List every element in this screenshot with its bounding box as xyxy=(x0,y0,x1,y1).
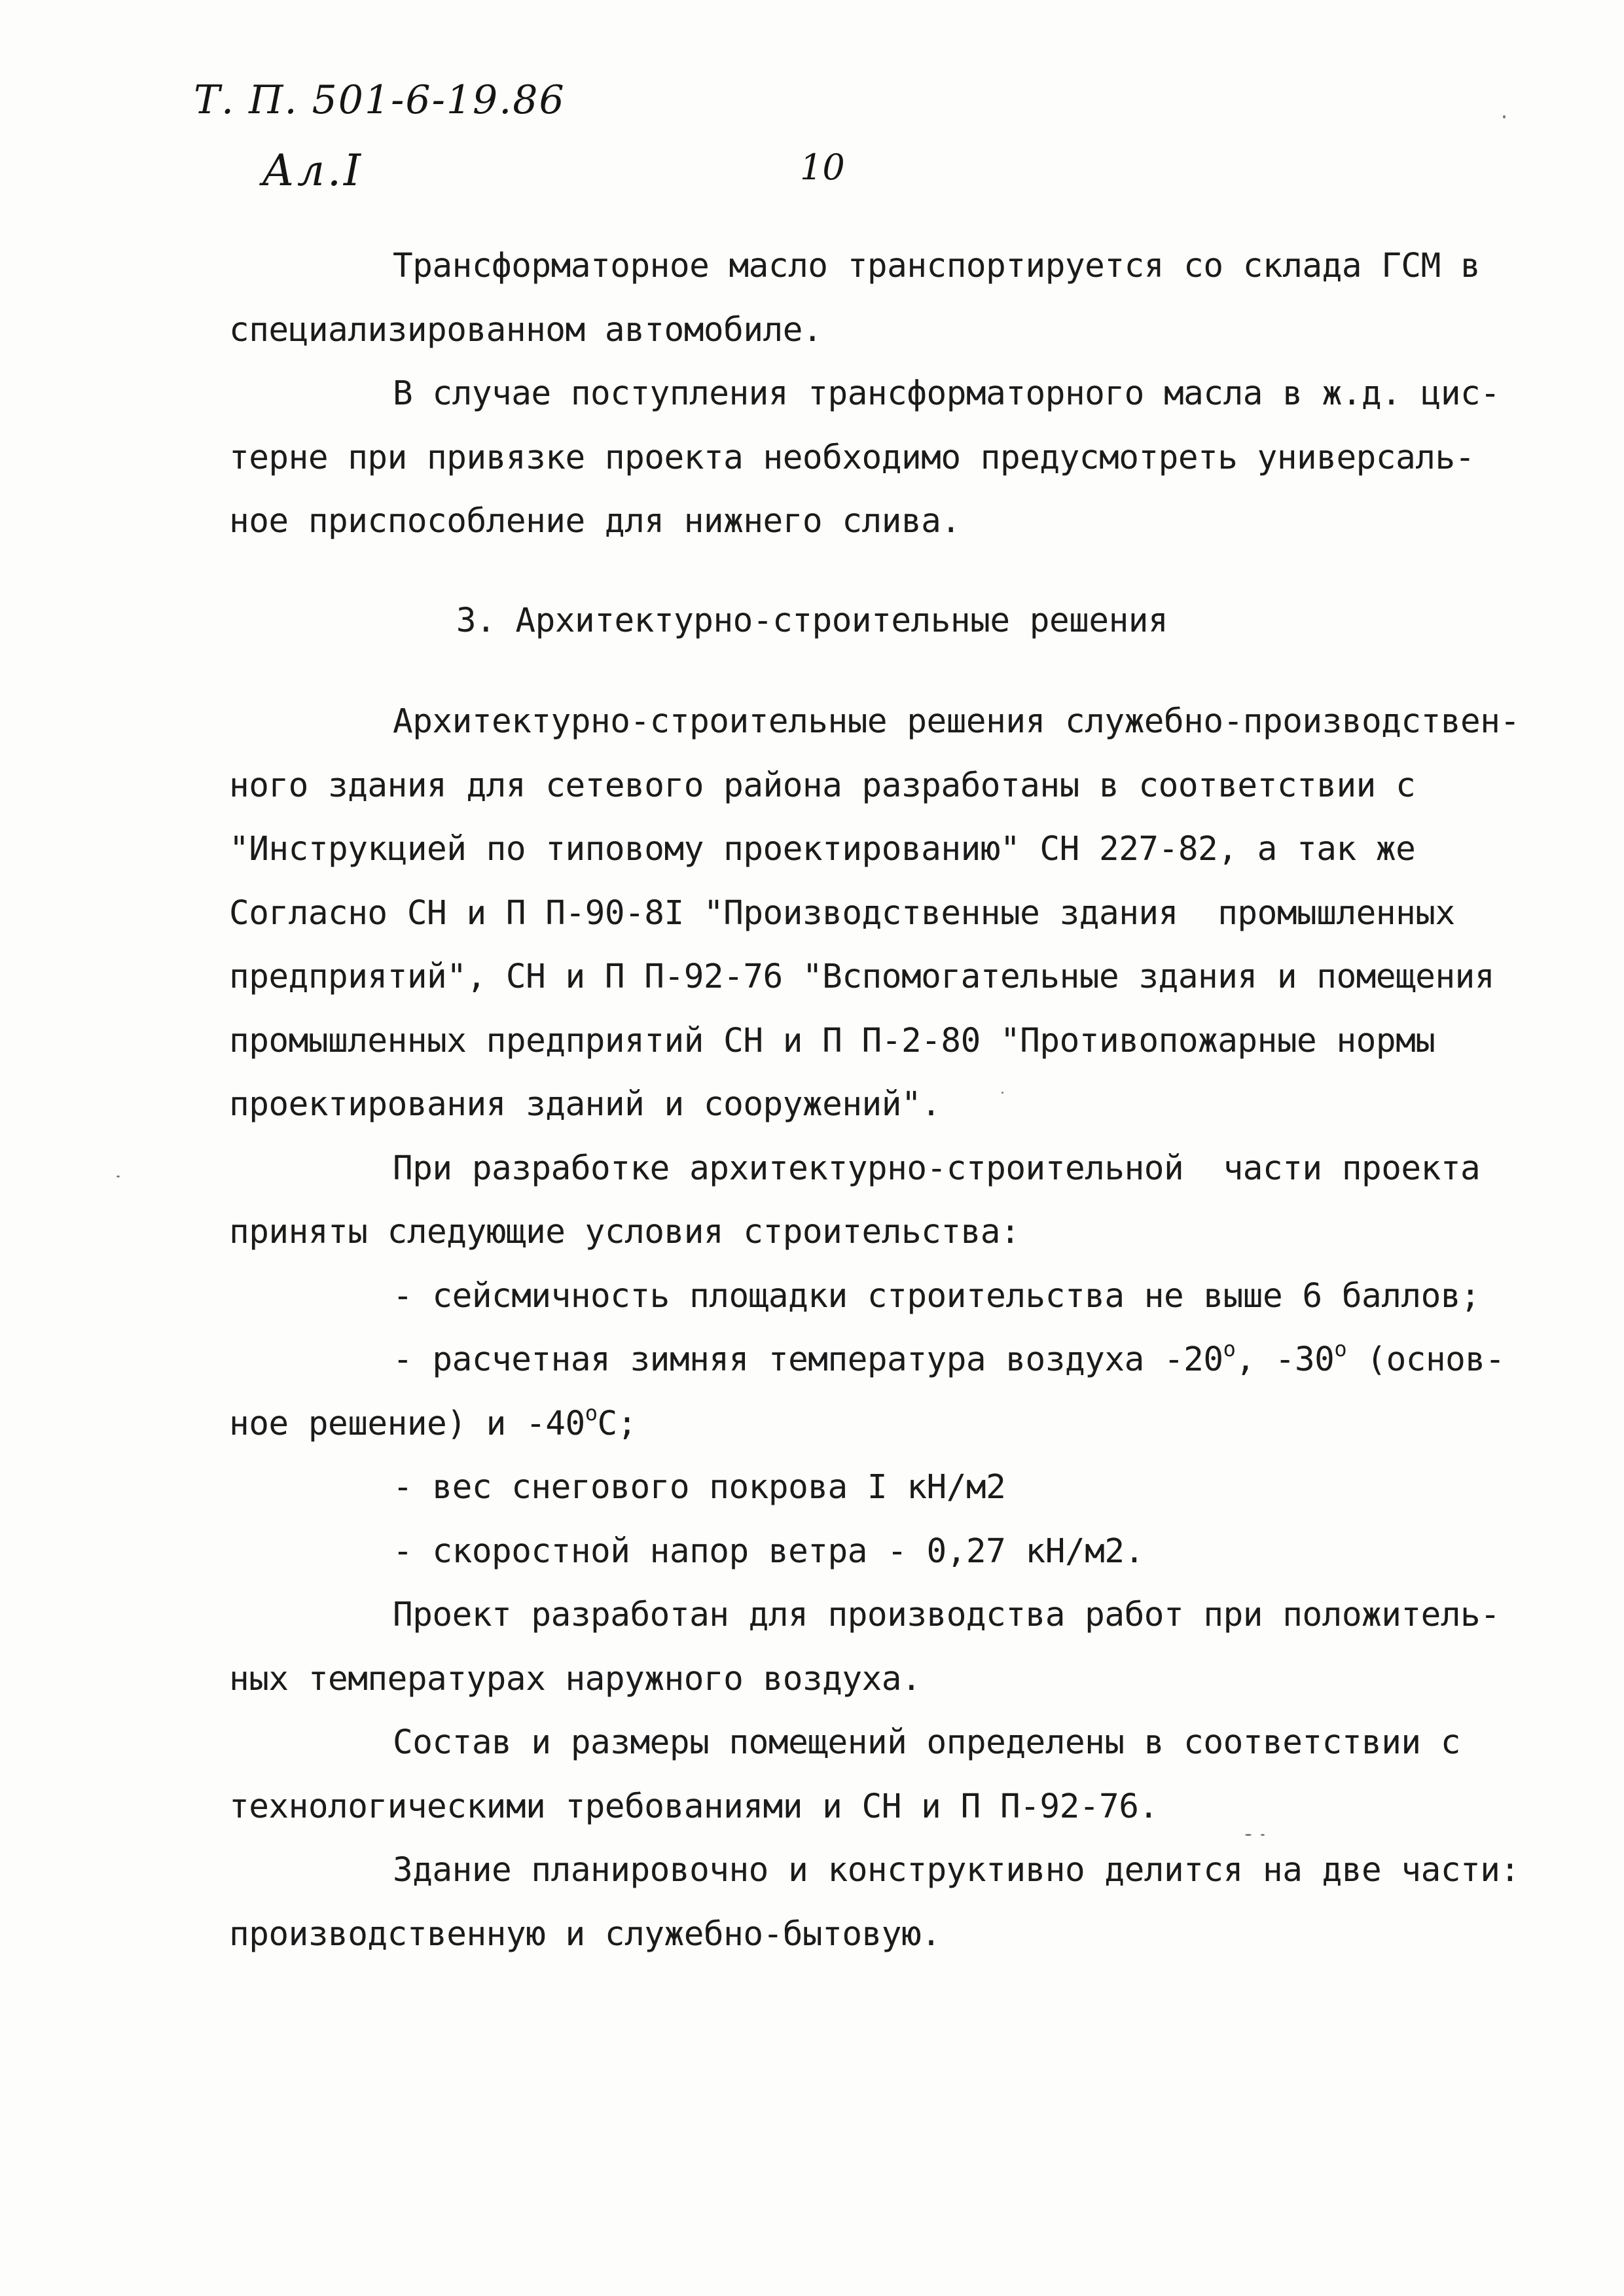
paragraph-line: Состав и размеры помещений определены в соответствии с xyxy=(393,1723,1461,1762)
item-text: (основ- xyxy=(1346,1340,1505,1379)
item-text: ное решение) и -40 xyxy=(229,1404,585,1443)
item-text: , -30 xyxy=(1235,1340,1335,1379)
document-code: Т. П. 501-6-19.86 xyxy=(194,77,566,123)
paragraph-line: производственную и служебно-бытовую. xyxy=(229,1914,941,1954)
paragraph-line: технологическими требованиями и СН и П П-92-76. xyxy=(229,1787,1159,1826)
paragraph-line: В случае поступления трансформаторного масла в ж.д. цис- xyxy=(393,374,1500,413)
list-item xyxy=(229,1328,1578,1392)
paragraph-line: приняты следующие условия строительства: xyxy=(229,1213,1020,1251)
paragraph-line: предприятий", СН и П П-92-76 "Вспомогательные здания и помещения xyxy=(229,958,1495,996)
item-text: С; xyxy=(597,1404,637,1443)
list-item: - скоростной напор ветра - 0,27 кН/м2. xyxy=(393,1532,1144,1571)
section-3-text xyxy=(229,690,1578,1966)
page-number: 10 xyxy=(800,147,845,188)
scan-speck xyxy=(1001,1092,1003,1094)
sheet-label: Ал.I xyxy=(262,145,364,196)
paragraph-line: Архитектурно-строительные решения служебно-производствен- xyxy=(393,702,1520,741)
paragraph-line: Здание планировочно и конструктивно делится на две части: xyxy=(393,1851,1520,1890)
paragraph-line: проектирования зданий и сооружений". xyxy=(229,1085,941,1124)
paragraph-line: промышленных предприятий СН и П П-2-80 "Противопожарные нормы xyxy=(229,1021,1435,1060)
item-text: - расчетная зимняя температура воздуха -20 xyxy=(393,1340,1223,1379)
section-heading: 3. Архитектурно-строительные решения xyxy=(456,601,1168,640)
paragraph-line: Согласно СН и П П-90-8I "Производственные здания промышленных xyxy=(229,893,1455,933)
list-item-continuation xyxy=(229,1392,1578,1456)
paragraph-line: Трансформаторное масло транспортируется со склада ГСМ в xyxy=(393,247,1481,285)
section-1-text xyxy=(229,234,1578,554)
scan-speck xyxy=(1245,1834,1252,1836)
degree-mark: о xyxy=(1334,1336,1347,1361)
list-item: - сейсмичность площадки строительства не выше 6 баллов; xyxy=(393,1276,1481,1316)
scan-speck xyxy=(1503,115,1506,118)
paragraph-line: "Инструкцией по типовому проектированию" СН 227-82, а так же xyxy=(229,830,1416,869)
degree-mark: о xyxy=(585,1400,598,1426)
degree-mark: о xyxy=(1223,1336,1236,1361)
paragraph-line: специализированном автомобиле. xyxy=(229,310,823,350)
scan-speck xyxy=(117,1175,120,1177)
paragraph-line: Проект разработан для производства работ при положитель- xyxy=(393,1596,1500,1634)
paragraph-line: ного здания для сетевого района разработаны в соответствии с xyxy=(229,766,1416,805)
scan-speck xyxy=(1261,1834,1265,1836)
paragraph-line: ных температурах наружного воздуха. xyxy=(229,1659,922,1698)
paragraph-line: ное приспособление для нижнего слива. xyxy=(229,502,961,541)
paragraph-line: терне при привязке проекта необходимо предусмотреть универсаль- xyxy=(229,438,1475,477)
paragraph-line: При разработке архитектурно-строительной части проекта xyxy=(393,1149,1481,1188)
list-item: - вес снегового покрова I кН/м2 xyxy=(393,1468,1006,1507)
